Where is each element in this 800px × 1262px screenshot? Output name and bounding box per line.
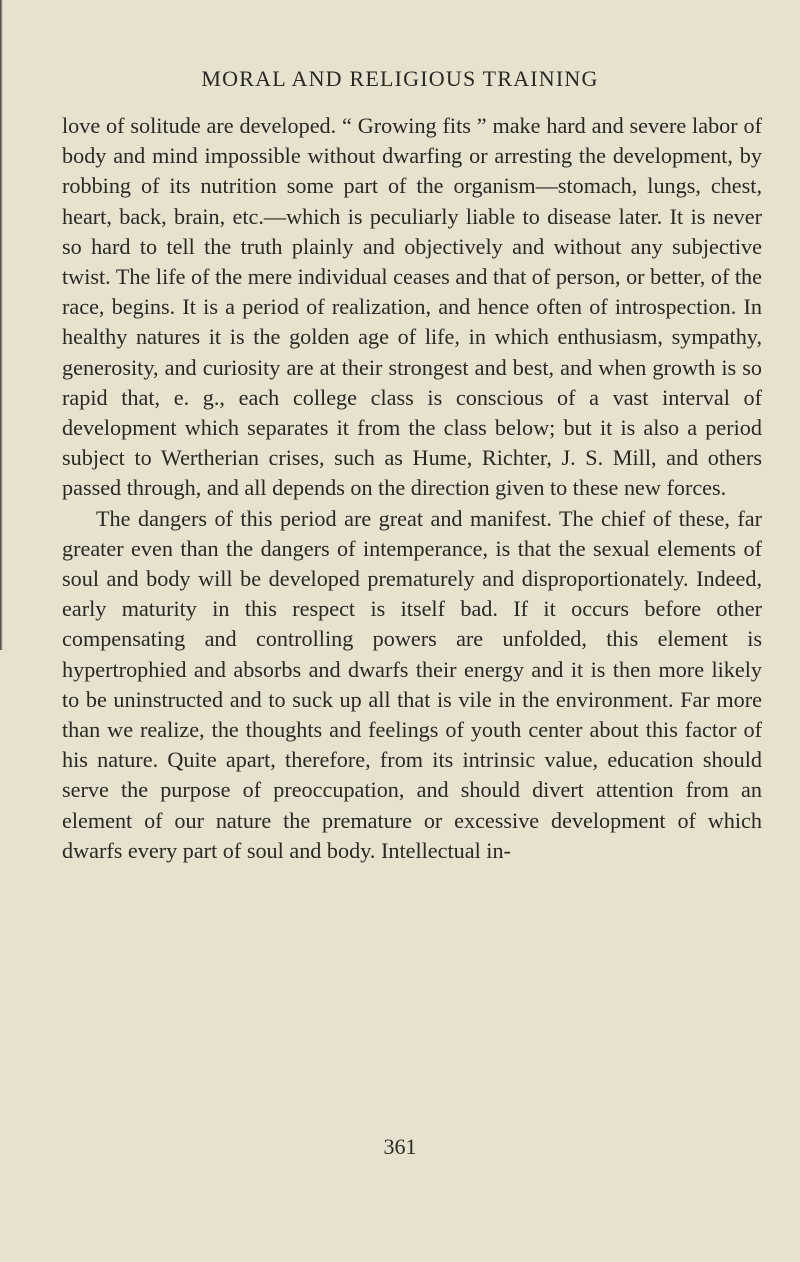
paragraph-1: love of solitude are developed. “ Growing fits ” make hard and severe labor of body and mind impossible without dwarfing or arresting the development, by robbing of its nutrition some part of the organism—stomach, lungs, chest, heart, back, brain, etc.—which is peculiarly liable to disease later. It is never so hard to tell the truth plainly and objectively and without any subjective twist. The life of the mere individual ceases and that of person, or better, of the race, begins. It is a period of realization, and hence often of introspection. In healthy natures it is the golden age of life, in which enthusiasm, sympathy, generosity, and curiosity are at their strongest and best, and when growth is so rapid that, e. g., each college class is conscious of a vast interval of development which separates it from the class below; but it is also a period subject to Wertherian crises, such as Hume, Richter, J. S. Mill, and others passed through, and all depends on the direction given to these new forces. <box>62 113 762 501</box>
paragraph-2: The dangers of this period are great and manifest. The chief of these, far greater even than the dangers of intemperance, is that the sexual elements of soul and body will be developed prematurely and disproportionately. Indeed, early maturity in this respect is itself bad. If it occurs before other compensating and controlling powers are unfolded, this element is hypertrophied and absorbs and dwarfs their energy and it is then more likely to be uninstructed and to suck up all that is vile in the environment. Far more than we realize, the thoughts and feelings of youth center about this factor of his nature. Quite apart, therefore, from its intrinsic value, education should serve the purpose of preoccupation, and should divert attention from an element of our nature the premature or excessive development of which dwarfs every part of soul and body. Intellectual in- <box>62 505 762 863</box>
page-edge-shadow <box>0 0 3 650</box>
running-head: MORAL AND RELIGIOUS TRAINING <box>201 66 599 91</box>
page-number: 361 <box>383 1134 417 1159</box>
body-text <box>62 111 762 866</box>
